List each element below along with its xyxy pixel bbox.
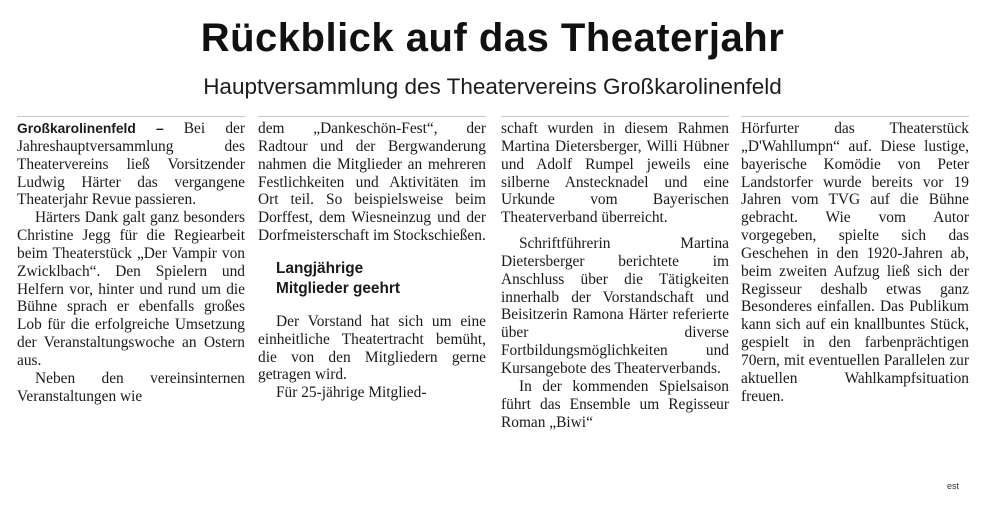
paragraph-text: Bei der Jahreshauptversammlung des Theatervereins ließ Vorsitzender Ludwig Härter das vergangene Theaterjahr Revue passieren. xyxy=(17,120,245,209)
column-rule xyxy=(741,116,969,117)
column-4 xyxy=(741,120,969,406)
paragraph: Härters Dank galt ganz besonders Christine Jegg für die Regiearbeit beim Theaterstück „Der Vampir von Zwicklbach“. Den Spielern und Helfern vor, hinter und rund um die Bühne sprach er ebenfalls großes Lob für die erfolgreiche Umsetzung der Veranstaltungswoche an Ostern aus. xyxy=(17,209,245,369)
paragraph: Schriftführerin Martina Dietersberger berichtete im Anschluss über die Tätigkeiten innerhalb der Vorstandschaft und Beisitzerin Ramona Härter referierte über diverse Fortbildungsmöglichkeiten und Kursangebote des Theaterverbands. xyxy=(501,235,729,377)
dateline: Großkarolinenfeld – xyxy=(17,121,164,136)
paragraph: In der kommenden Spielsaison führt das Ensemble um Regisseur Roman „Biwi“ xyxy=(501,377,729,431)
subheading xyxy=(276,259,486,299)
paragraph: schaft wurden in diesem Rahmen Martina Dietersberger, Willi Hübner und Adolf Rumpel jeweils eine silberne Anstecknadel und eine Urkunde vom Bayerischen Theaterverband überreicht. xyxy=(501,120,729,227)
column-rule xyxy=(501,116,729,117)
author-initials: est xyxy=(947,481,960,491)
paragraph xyxy=(17,120,245,209)
headline: Rückblick auf das Theaterjahr xyxy=(200,16,785,60)
subheadline: Hauptversammlung des Theatervereins Großkarolinenfeld xyxy=(203,74,782,99)
column-3 xyxy=(501,120,729,431)
paragraph: Für 25-jährige Mitglied- xyxy=(276,384,427,402)
paragraph: Hörfurter das Theaterstück „D'Wahllumpn“ auf. Diese lustige, bayerische Komödie von Peter Landstorfer wurde bereits vor 19 Jahren vom TVG auf die Bühne gebracht. Wie vom Autor vorgegeben, spielte sich das Geschehen in den 1920-Jahren ab, beim zweiten Aufzug ließ sich der Regisseur deshalb etwas ganz Besonderes einfallen. Das Publikum kann sich auf ein knallbuntes Stück, gespielt in den farbenprächtigen 70ern, mit eventuellen Parallelen zur aktuellen Wahlkampfsituation freuen. xyxy=(741,120,969,405)
column-2 xyxy=(258,120,486,402)
paragraph: Neben den vereinsinternen Veranstaltungen wie xyxy=(17,369,245,405)
column-rule xyxy=(17,116,245,117)
column-rule xyxy=(258,116,486,117)
paragraph: Der Vorstand hat sich um eine einheitliche Theatertracht bemüht, die von den Mitgliedern gerne getragen wird. xyxy=(258,312,486,384)
paragraph: dem „Dankeschön-Fest“, der Radtour und der Bergwanderung nahmen die Mitglieder an mehreren Festlichkeiten und Aktivitäten im Ort teil. So beispielsweise beim Dorffest, dem Wiesneinzug und der Dorfmeisterschaft im Stockschießen. xyxy=(258,120,486,245)
subheading-line: Mitglieder geehrt xyxy=(276,279,400,297)
column-1 xyxy=(17,120,245,406)
subheading-line: Langjährige xyxy=(276,259,364,277)
